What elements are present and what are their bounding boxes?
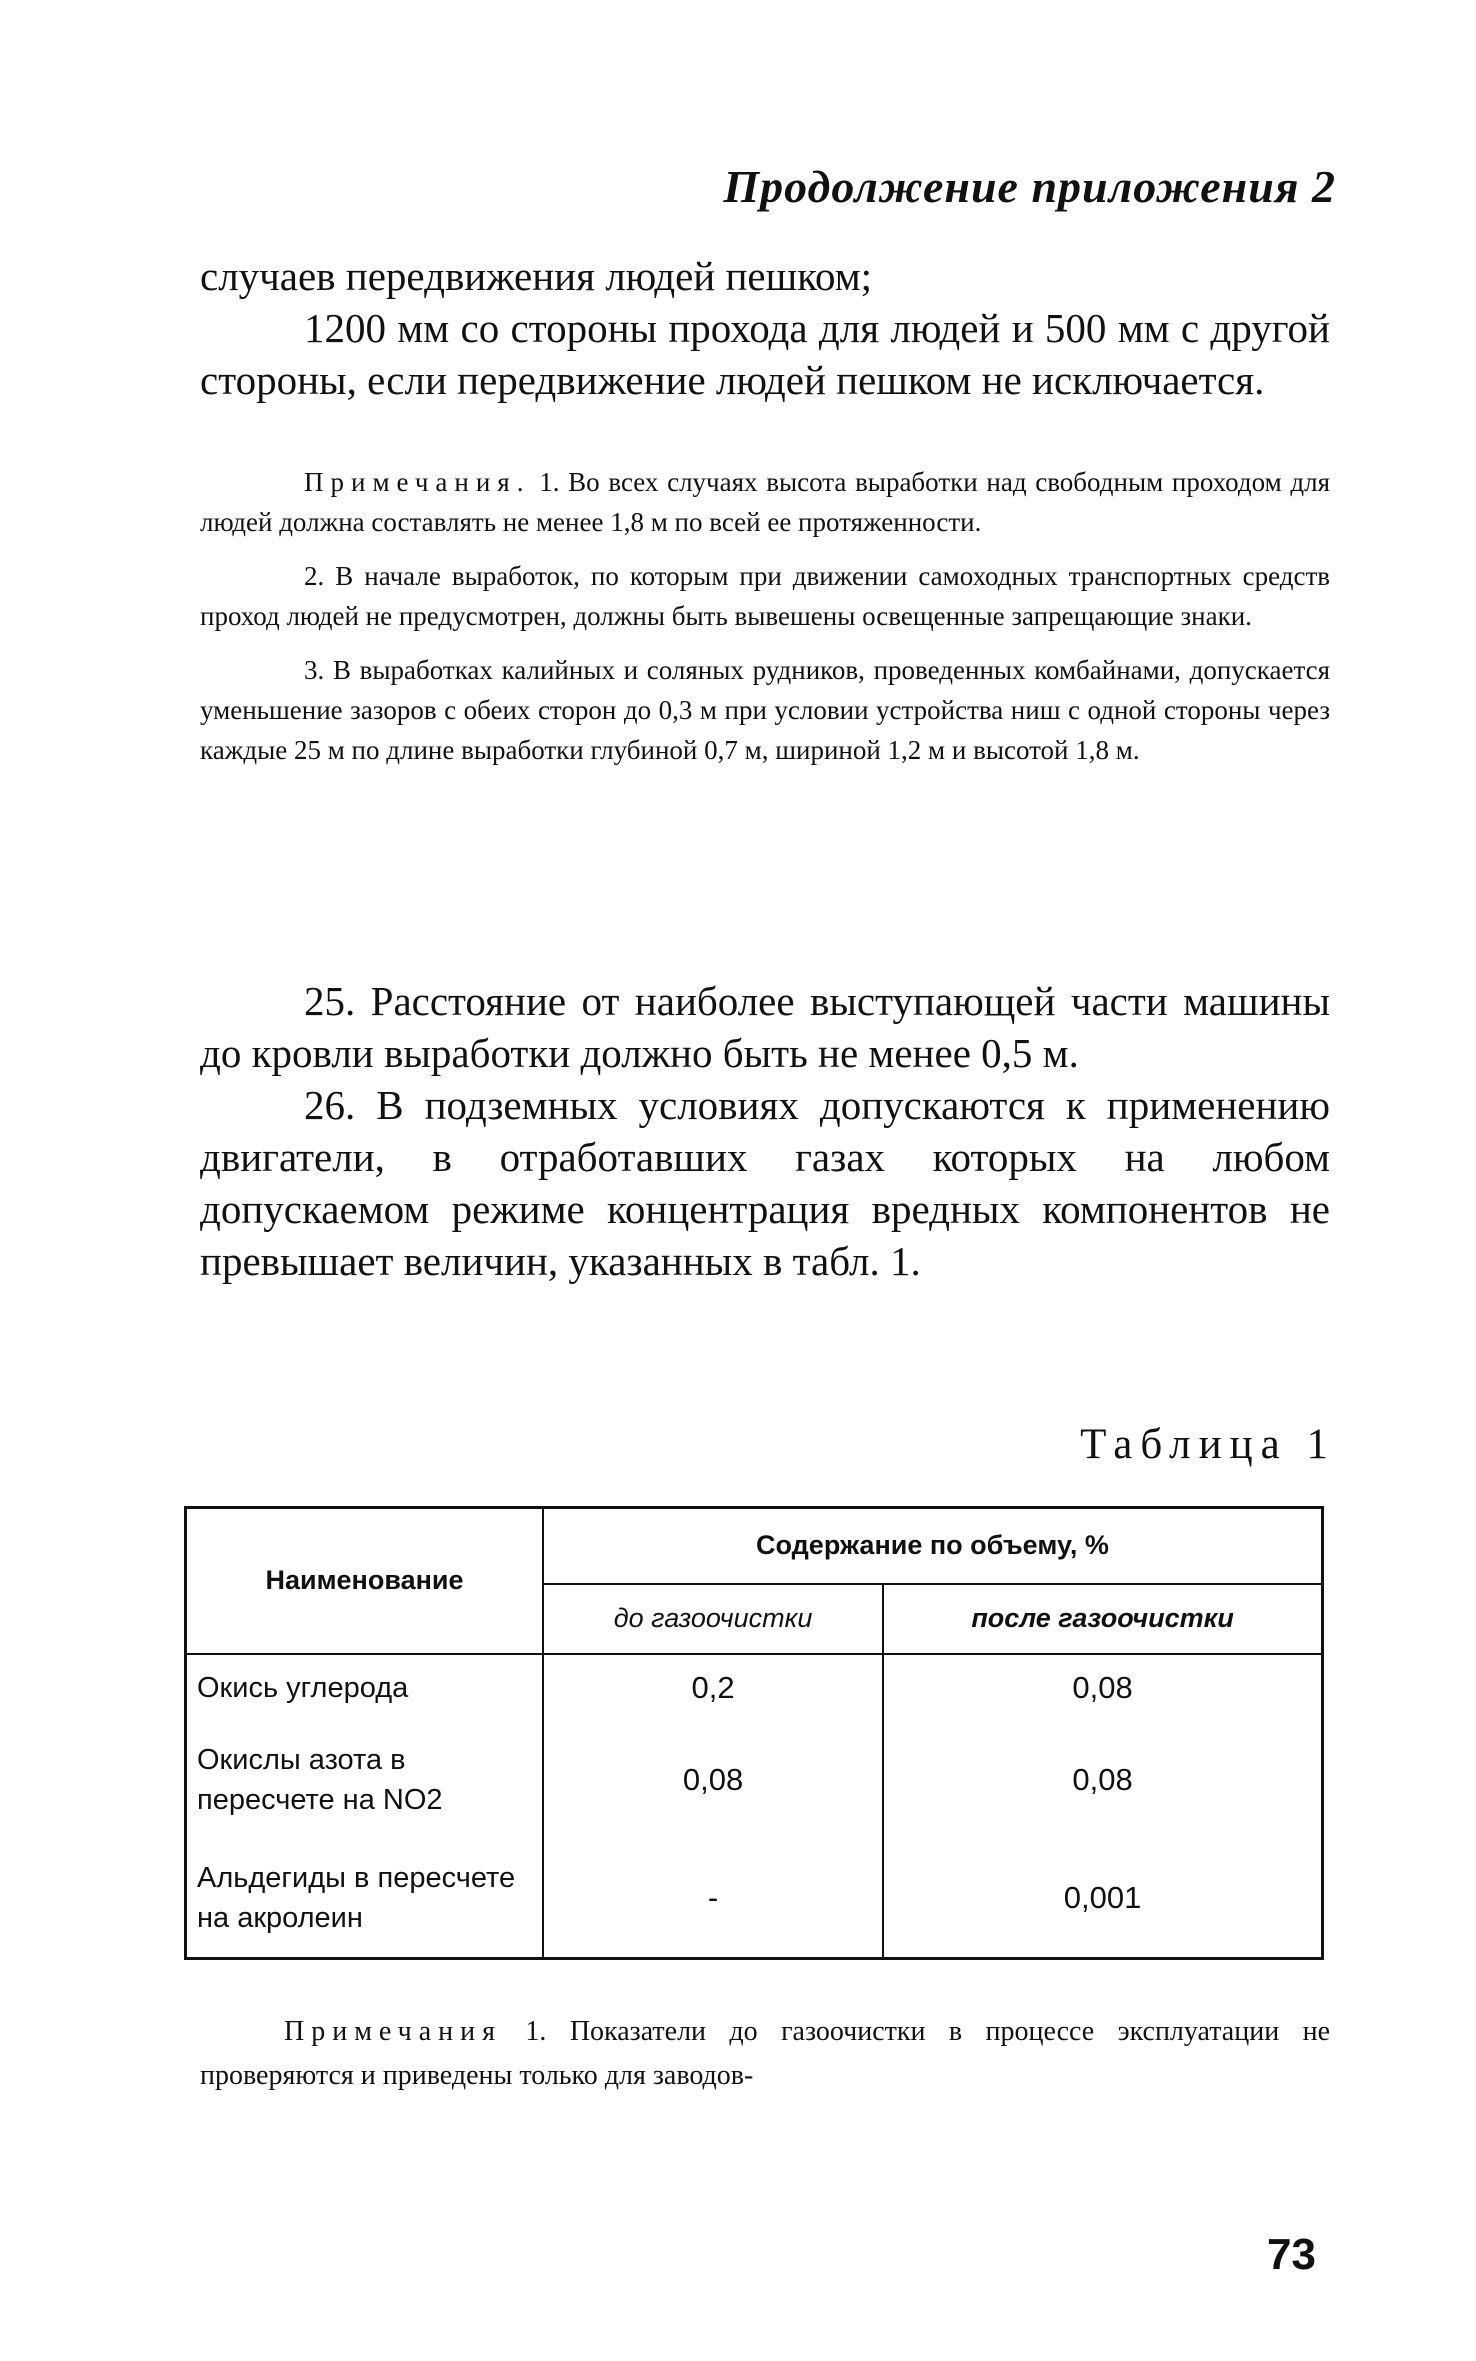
header-name: Наименование bbox=[186, 1508, 544, 1654]
note-2: 2. В начале выработок, по которым при движении самоходных транспортных средств проход людей не предусмотрен, должны быть вывешены освещенные запрещающие знаки. bbox=[200, 561, 1330, 631]
table-note-label: Примечания bbox=[284, 2016, 503, 2047]
row-after: 0,08 bbox=[883, 1654, 1322, 1722]
header-after: после газоочистки bbox=[883, 1584, 1322, 1654]
note-1 bbox=[200, 462, 1330, 542]
clause-26: 26. В подземных условиях допускаются к применению двигатели, в отработавших газах которых на любом допускаемом режиме концентрация вредных компонентов не превышает величин, указанных в табл. 1. bbox=[200, 1082, 1330, 1284]
note-3: 3. В выработках калийных и соляных рудников, проведенных комбайнами, допускается уменьшение зазоров с обеих сторон до 0,3 м при условии устройства ниш с одной стороны через каждые 25 м по длине выработки глубиной 0,7 м, шириной 1,2 м и высотой 1,8 м. bbox=[200, 655, 1330, 765]
clauses bbox=[200, 975, 1330, 1287]
row-name: Окись углерода bbox=[186, 1654, 544, 1722]
header-content: Содержание по объему, % bbox=[543, 1508, 1323, 1584]
notes-label: Примечания. bbox=[304, 467, 531, 497]
note-1-text: 1. Во всех случаях высота выработки над свободным проходом для людей должна составлять не менее 1,8 м по всей ее протяженности. bbox=[200, 467, 1330, 537]
table-caption: Таблица 1 bbox=[1080, 1421, 1336, 1468]
running-head: Продолжение приложения 2 bbox=[723, 161, 1336, 212]
page-number: 73 bbox=[1267, 2230, 1316, 2279]
emissions-table bbox=[184, 1506, 1324, 1960]
row-before: 0,2 bbox=[543, 1654, 883, 1722]
clause-25: 25. Расстояние от наиболее выступающей части машины до кровли выработки должно быть не менее 0,5 м. bbox=[200, 978, 1330, 1076]
intro-paragraph: 1200 мм со стороны прохода для людей и 500 мм с другой стороны, если передвижение людей пешком не исключается. bbox=[200, 305, 1330, 403]
table-note bbox=[200, 2010, 1330, 2098]
table-row bbox=[186, 1839, 1323, 1959]
row-after: 0,08 bbox=[883, 1721, 1322, 1839]
intro-line: случаев передвижения людей пешком; bbox=[200, 253, 873, 299]
intro-text bbox=[200, 250, 1330, 406]
row-after: 0,001 bbox=[883, 1839, 1322, 1959]
table-row bbox=[186, 1654, 1323, 1722]
header-before: до газоочистки bbox=[543, 1584, 883, 1654]
table-note-text: 1. Показатели до газоочистки в процессе эксплуатации не проверяются и приведены только для заводов- bbox=[200, 2016, 1330, 2091]
notes-block bbox=[200, 462, 1330, 784]
row-before: 0,08 bbox=[543, 1721, 883, 1839]
table-row bbox=[186, 1721, 1323, 1839]
row-name: Окислы азота в пересчете на NO2 bbox=[186, 1721, 544, 1839]
row-name: Альдегиды в пересчете на акролеин bbox=[186, 1839, 544, 1959]
row-before: - bbox=[543, 1839, 883, 1959]
